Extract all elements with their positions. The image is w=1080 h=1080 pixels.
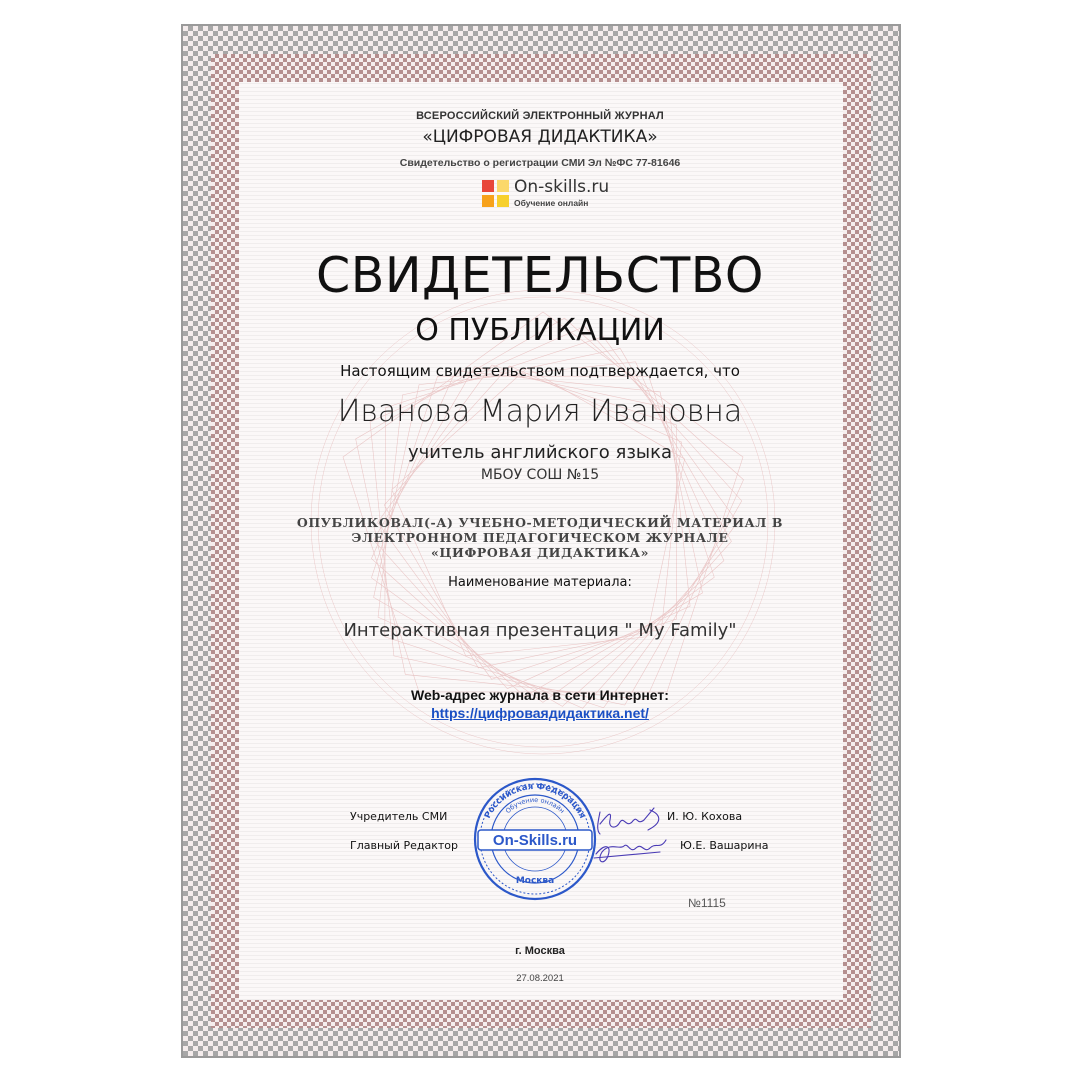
published-statement xyxy=(0,515,1080,560)
founder-role: Учредитель СМИ xyxy=(350,810,448,823)
editor-role: Главный Редактор xyxy=(350,839,458,852)
person-name: Иванова Мария Ивановна xyxy=(337,394,743,429)
squares-icon xyxy=(482,180,509,207)
published-line-1: ОПУБЛИКОВАЛ(-А) УЧЕБНО-МЕТОДИЧЕСКИЙ МАТЕРИАЛ В xyxy=(296,515,784,530)
person-position: учитель английского языка xyxy=(407,442,673,463)
founder-name: И. Ю. Кохова xyxy=(667,810,743,823)
signature-mark xyxy=(590,800,670,872)
brand-tagline: Обучение онлайн xyxy=(514,198,589,208)
published-line-2: ЭЛЕКТРОННОМ ПЕДАГОГИЧЕСКОМ ЖУРНАЛЕ xyxy=(351,530,729,545)
confirm-text: Настоящим свидетельством подтверждается, что xyxy=(340,362,740,380)
svg-text:On-Skills.ru: On-Skills.ru xyxy=(492,832,578,849)
issue-date: 27.08.2021 xyxy=(516,973,564,984)
material-label: Наименование материала: xyxy=(448,575,632,590)
person-school: МБОУ СОШ №15 xyxy=(480,467,600,483)
stamp-seal xyxy=(472,776,598,902)
material-name: Интерактивная презентация " My Family" xyxy=(343,620,737,641)
web-address-label: Web-адрес журнала в сети Интернет: xyxy=(411,687,669,703)
city: г. Москва xyxy=(515,945,565,957)
published-line-3: «ЦИФРОВАЯ ДИДАКТИКА» xyxy=(430,545,650,560)
certificate-title: СВИДЕТЕЛЬСТВО xyxy=(316,247,764,304)
journal-name: «ЦИФРОВАЯ ДИДАКТИКА» xyxy=(422,127,658,147)
svg-text:Российская Федерация: Российская Федерация xyxy=(482,781,588,821)
certificate-number: №1115 xyxy=(688,896,726,910)
brand-logo xyxy=(482,179,609,208)
svg-text:Москва: Москва xyxy=(515,876,555,886)
svg-text:Обучение онлайн: Обучение онлайн xyxy=(503,795,567,816)
registration-number: Свидетельство о регистрации СМИ Эл №ФС 77-81646 xyxy=(399,157,681,169)
brand-name: On-skills.ru xyxy=(514,177,610,197)
editor-name: Ю.Е. Вашарина xyxy=(680,839,769,852)
certificate-subtitle: О ПУБЛИКАЦИИ xyxy=(415,313,665,348)
journal-type: ВСЕРОССИЙСКИЙ ЭЛЕКТРОННЫЙ ЖУРНАЛ xyxy=(416,110,664,122)
journal-link[interactable]: https://цифроваядидактика.net/ xyxy=(431,705,649,721)
